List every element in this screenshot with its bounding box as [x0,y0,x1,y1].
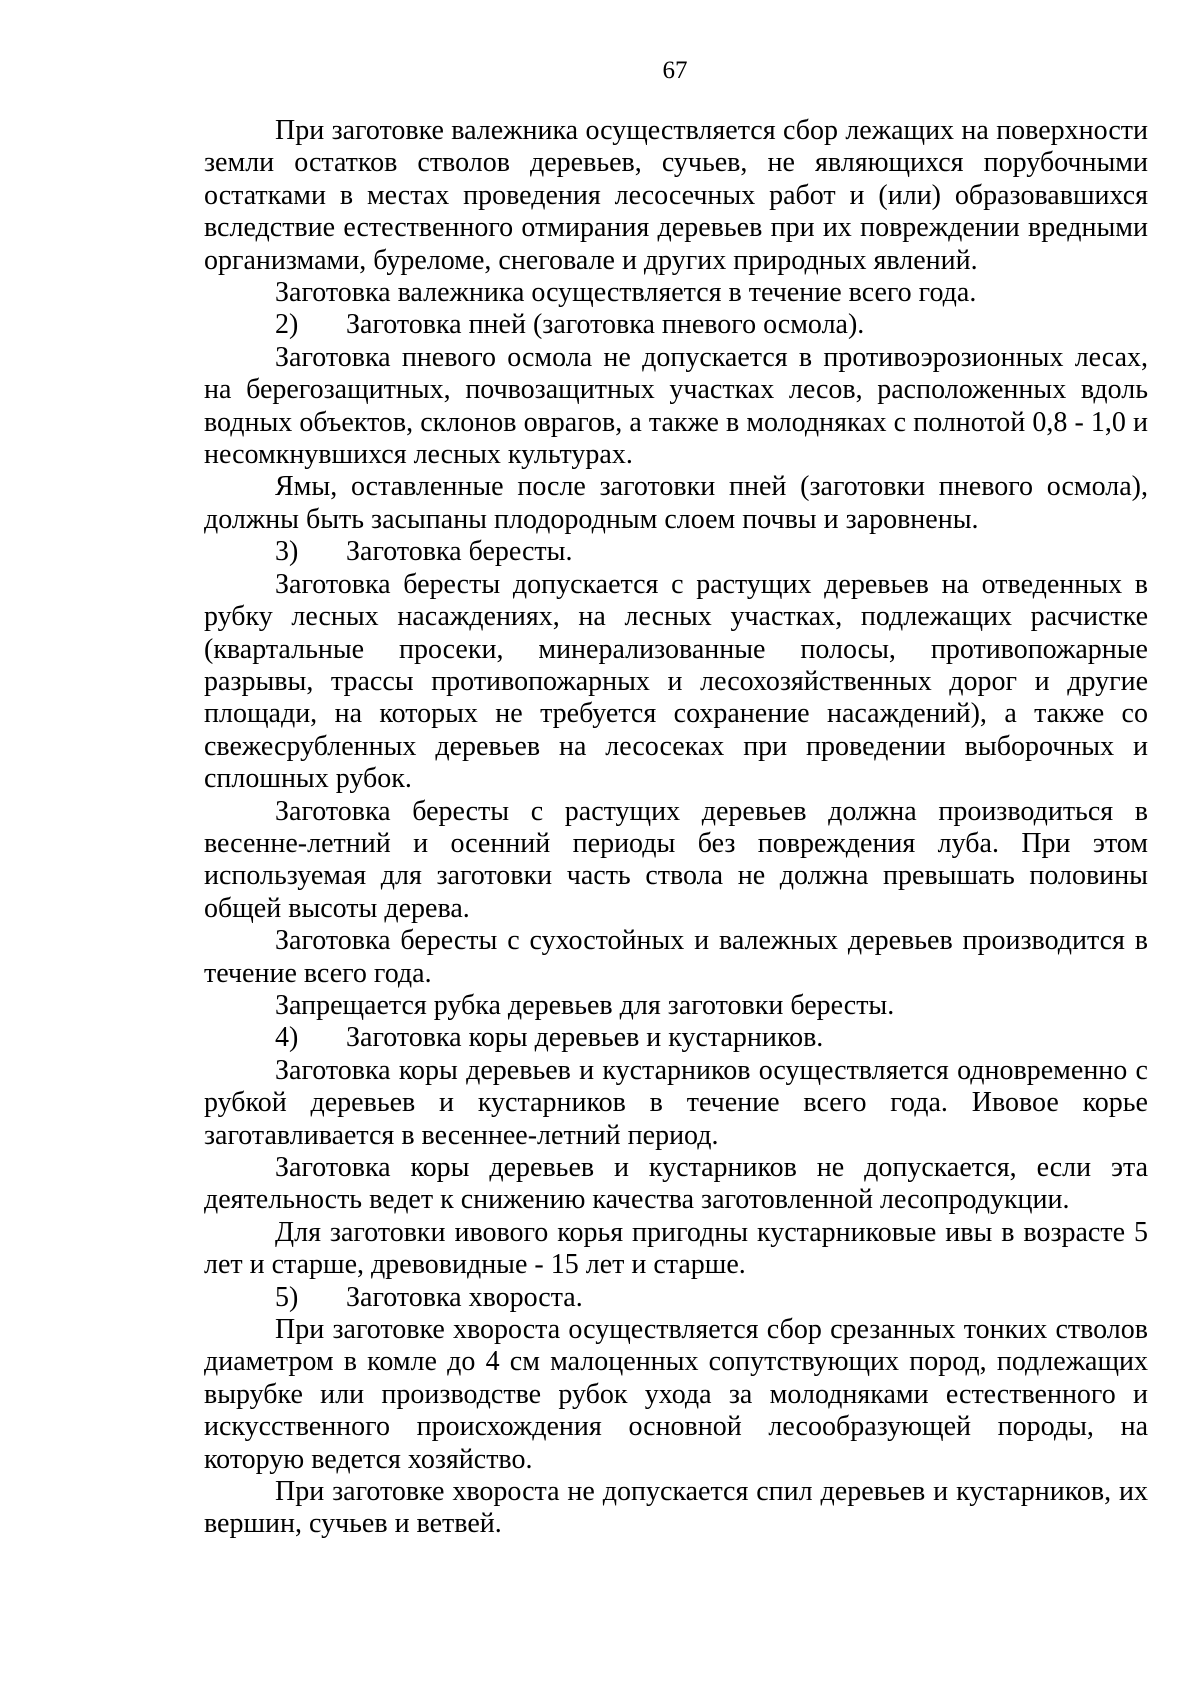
item-number: 3) [275,536,299,568]
numbered-item [204,309,1148,341]
numbered-item [204,1022,1148,1054]
paragraph: Заготовка бересты с растущих деревьев должна производиться в весенне-летний и осенний периоды без повреждения луба. При этом используемая для заготовки часть ствола не должна превышать половины общей высоты дерева. [204,795,1148,924]
item-text: Заготовка бересты. [346,536,573,568]
paragraph: Заготовка бересты допускается с растущих деревьев на отведенных в рубку лесных насаждениях, на лесных участках, подлежащих расчистке (квартальные просеки, минерализованные полосы, противопожарные разрывы, трассы противопожарных и лесохозяйственных дорог и другие площади, на которых не требуется сохранение насаждений), а также со свежесрубленных деревьев на лесосеках при проведении выборочных и сплошных рубок. [204,568,1148,795]
paragraph: Заготовка валежника осуществляется в течение всего года. [275,277,977,309]
paragraph: Заготовка коры деревьев и кустарников осуществляется одновременно с рубкой деревьев и кустарников в течение всего года. Ивовое корье заготавливается в весеннее-летний период. [204,1054,1148,1151]
paragraph: При заготовке хвороста не допускается спил деревьев и кустарников, их вершин, сучьев и ветвей. [204,1476,1148,1540]
numbered-item [204,536,1148,568]
paragraph: Заготовка бересты с сухостойных и валежных деревьев производится в течение всего года. [204,925,1148,989]
item-text: Заготовка коры деревьев и кустарников. [346,1022,824,1054]
paragraph: Запрещается рубка деревьев для заготовки бересты. [275,989,895,1021]
paragraph: Заготовка пневого осмола не допускается в противоэрозионных лесах, на берегозащитных, почвозащитных участках лесов, расположенных вдоль водных объектов, склонов оврагов, а также в молодняках с полнотой 0,8 - 1,0 и несомкнувшихся лесных культурах. [204,341,1148,471]
paragraph: Заготовка коры деревьев и кустарников не допускается, если эта деятельность ведет к снижению качества заготовленной лесопродукции. [204,1152,1148,1216]
item-number: 2) [275,309,299,341]
paragraph: Для заготовки ивового корья пригодны кустарниковые ивы в возрасте 5 лет и старше, древовидные - 15 лет и старше. [204,1216,1148,1281]
paragraph: Ямы, оставленные после заготовки пней (заготовки пневого осмола), должны быть засыпаны плодородным слоем почвы и заровнены. [204,471,1148,535]
page-number: 67 [662,57,688,84]
item-number: 4) [275,1022,299,1054]
item-text: Заготовка хвороста. [346,1281,583,1313]
numbered-item [204,1282,1148,1314]
paragraph: При заготовке валежника осуществляется сбор лежащих на поверхности земли остатков стволов деревьев, сучьев, не являющихся порубочными остатками в местах проведения лесосечных работ и (или) образовавшихся вследствие естественного отмирания деревьев при их повреждении вредными организмами, буреломе, снеговале и других природных явлений. [204,115,1148,276]
document-body [204,115,1148,1541]
item-number: 5) [275,1281,299,1313]
item-text: Заготовка пней (заготовка пневого осмола). [346,309,865,341]
paragraph: При заготовке хвороста осуществляется сбор срезанных тонких стволов диаметром в комле до 4 см малоценных сопутствующих пород, подлежащих вырубке или производстве рубок ухода за молодняками естественного и искусственного происхождения основной лесообразующей породы, на которую ведется хозяйство. [204,1314,1148,1475]
